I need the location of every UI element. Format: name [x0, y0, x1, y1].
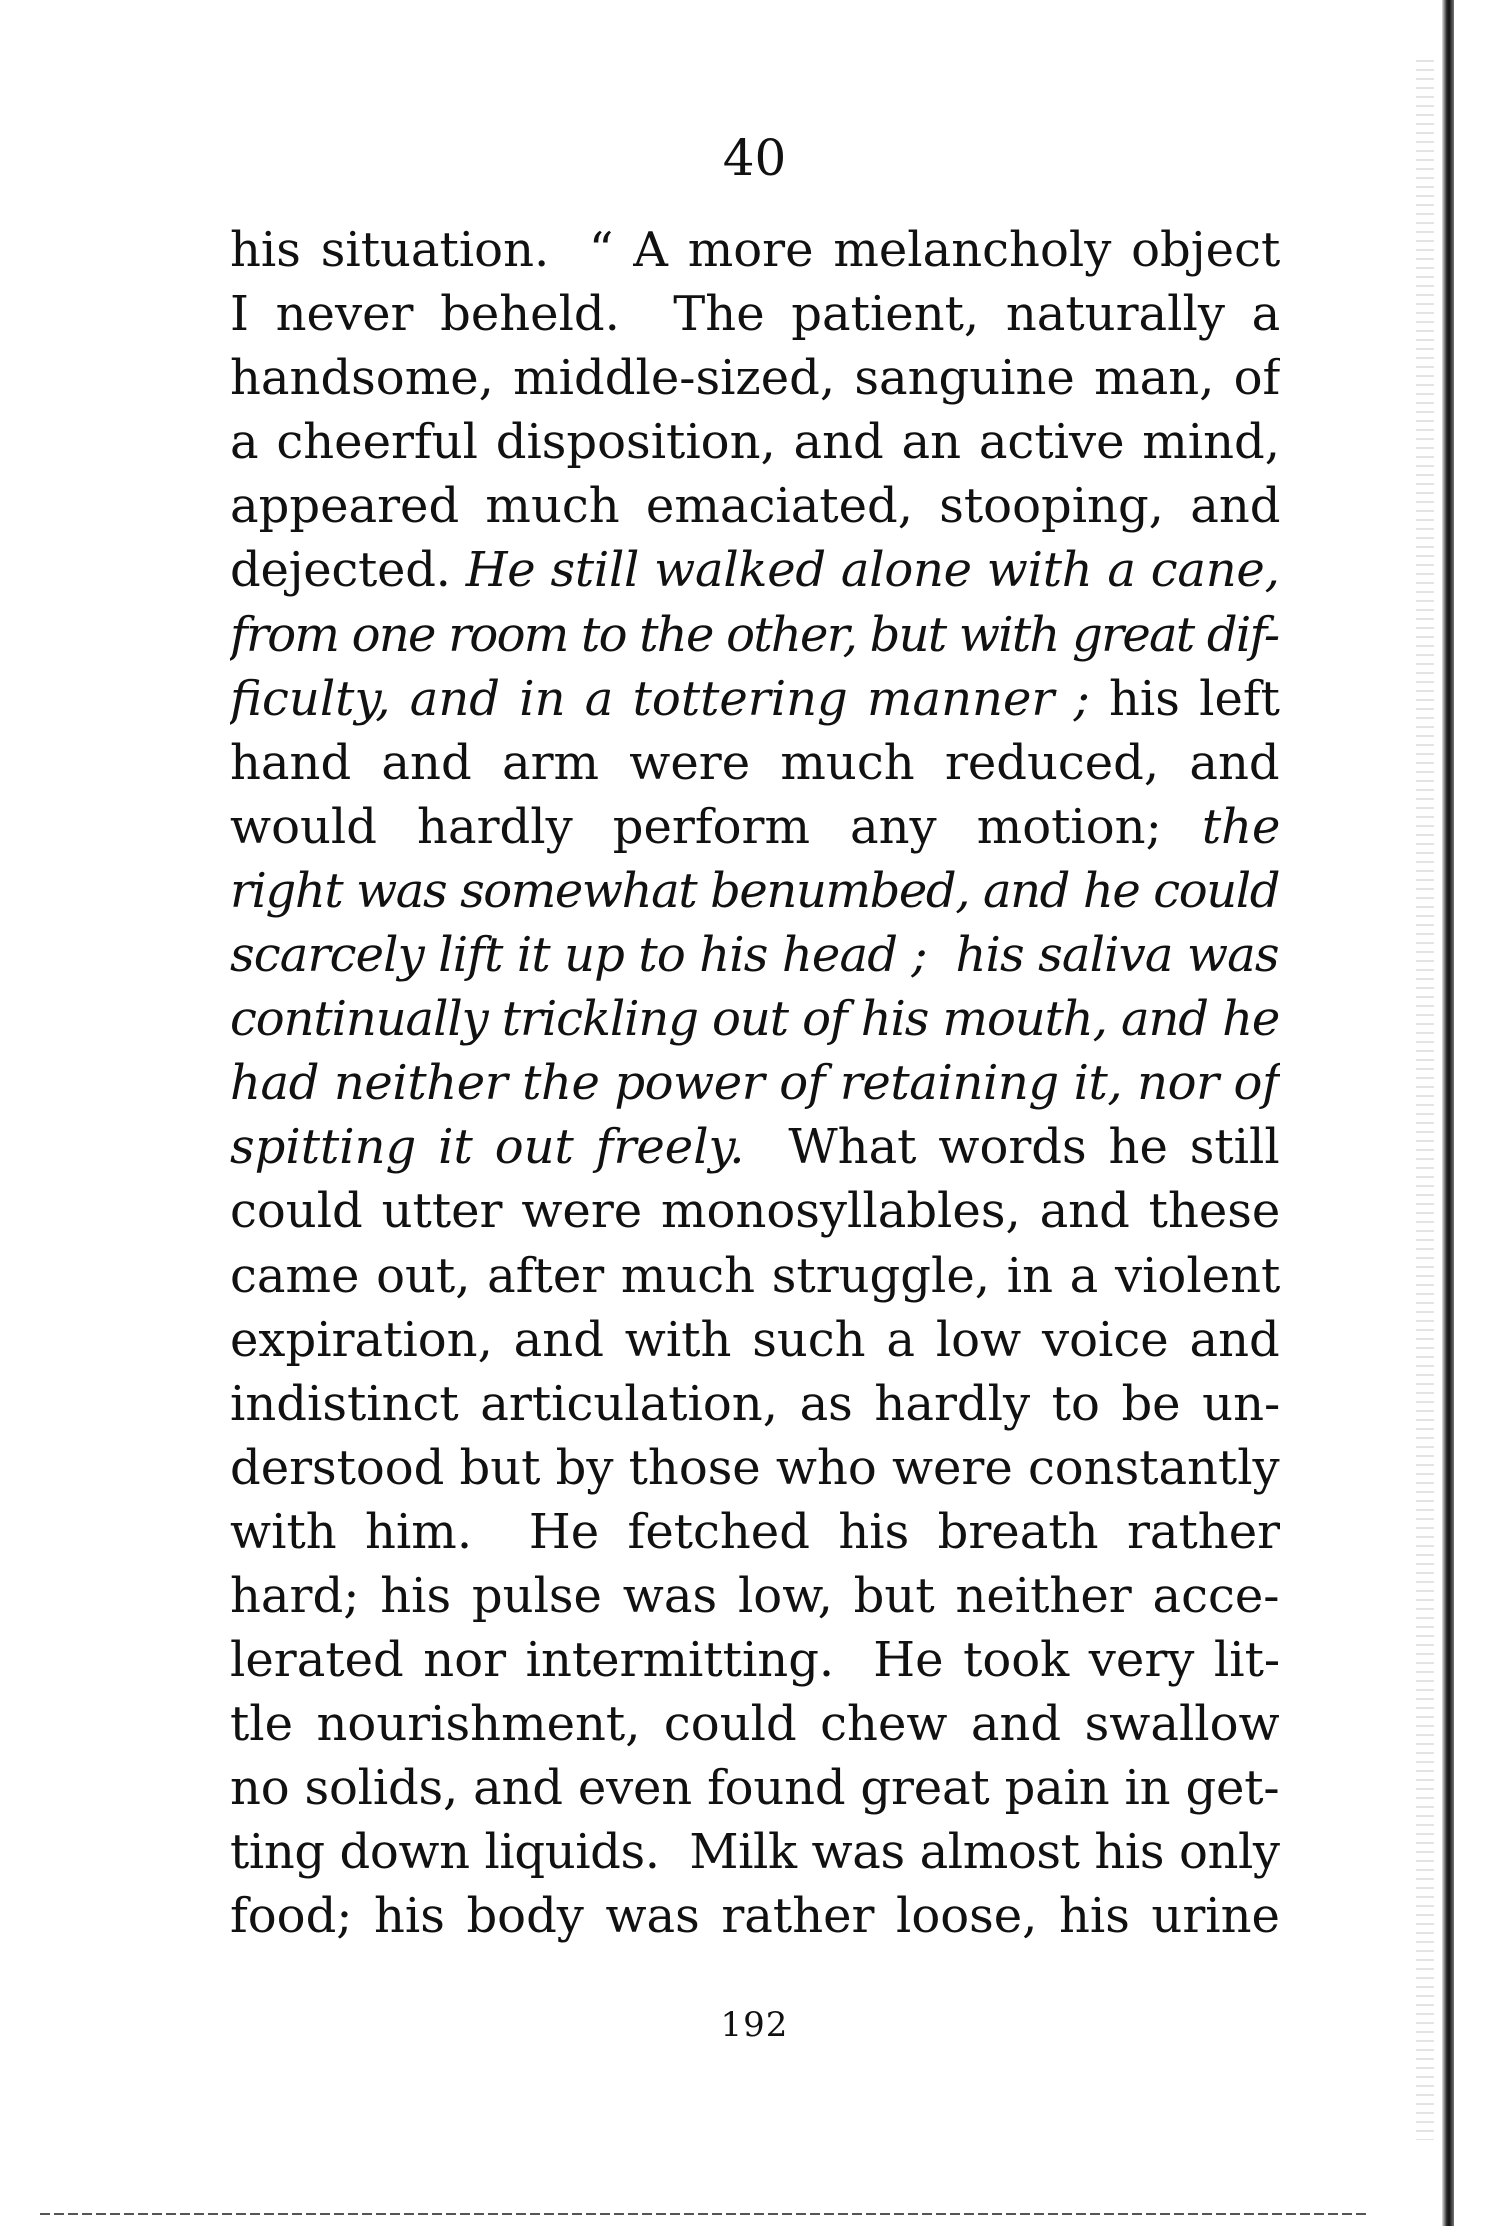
italic-text-span: He still walked alone with a cane,	[465, 542, 1280, 599]
text-line	[230, 1179, 1280, 1243]
text-span: came out, after much struggle, in a violent	[230, 1247, 1280, 1304]
text-line	[230, 1051, 1280, 1115]
text-line	[230, 987, 1280, 1051]
text-line	[230, 603, 1280, 667]
text-span: could utter were monosyllables, and these	[230, 1183, 1280, 1240]
italic-text-span: had neither the power of retaining it, nor of	[230, 1055, 1280, 1112]
text-span: tle nourishment, could chew and swallow	[230, 1696, 1280, 1753]
text-span: no solids, and even found great pain in get-	[230, 1760, 1280, 1817]
italic-text-span: right was somewhat benumbed, and he could	[230, 862, 1280, 919]
italic-text-span: spitting it out freely.	[230, 1119, 745, 1176]
signature-mark: 192	[720, 2005, 789, 2045]
text-span: food; his body was rather loose, his urine	[230, 1888, 1280, 1945]
body-text	[230, 218, 1280, 1949]
text-span: indistinct articulation, as hardly to be un-	[230, 1375, 1280, 1432]
text-line	[230, 731, 1280, 795]
text-span: expiration, and with such a low voice and	[230, 1311, 1280, 1368]
text-span: derstood but by those who were constantly	[230, 1439, 1280, 1496]
text-span: I never beheld. The patient, naturally a	[230, 286, 1280, 343]
text-span: would hardly perform any motion;	[230, 798, 1202, 855]
text-span: a cheerful disposition, and an active mind,	[230, 414, 1280, 471]
italic-text-span: ficulty, and in a tottering manner ;	[230, 670, 1090, 727]
text-line	[230, 1308, 1280, 1372]
text-line	[230, 1372, 1280, 1436]
italic-text-span: from one room to the other, but with great dif-	[230, 606, 1279, 663]
italic-text-span: scarcely lift it up to his head ; his saliva was	[230, 927, 1279, 984]
text-span: hand and arm were much reduced, and	[230, 734, 1280, 791]
text-span: dejected.	[230, 542, 466, 599]
text-span: his situation. “ A more melancholy object	[230, 222, 1280, 278]
binding-shadow	[1416, 60, 1434, 2140]
text-line	[230, 1628, 1280, 1692]
page-bottom-edge	[40, 2213, 1369, 2215]
text-span: ting down liquids. Milk was almost his only	[230, 1824, 1280, 1881]
text-span: What words he still	[744, 1119, 1280, 1176]
text-span: appeared much emaciated, stooping, and	[230, 478, 1280, 535]
text-line	[230, 1820, 1280, 1884]
text-span: hard; his pulse was low, but neither acce-	[230, 1567, 1280, 1624]
text-line	[230, 410, 1280, 474]
text-line	[230, 346, 1280, 410]
text-line	[230, 1564, 1280, 1628]
text-line	[230, 1884, 1280, 1948]
text-line	[230, 1436, 1280, 1500]
text-line	[230, 538, 1280, 602]
text-line	[230, 218, 1280, 282]
text-line	[230, 795, 1280, 859]
page-number: 40	[722, 129, 787, 187]
italic-text-span: continually trickling out of his mouth, and he	[230, 991, 1280, 1048]
text-line	[230, 923, 1280, 987]
text-line	[230, 1244, 1280, 1308]
text-line	[230, 1500, 1280, 1564]
text-span: with him. He fetched his breath rather	[230, 1503, 1280, 1560]
text-line	[230, 859, 1280, 923]
text-line	[230, 1692, 1280, 1756]
page-binding-edge	[1442, 0, 1454, 2226]
text-line	[230, 474, 1280, 538]
text-line	[230, 1756, 1280, 1820]
text-span: his left	[1089, 670, 1280, 727]
text-line	[230, 667, 1280, 731]
italic-text-span: the	[1201, 798, 1280, 855]
text-span: lerated nor intermitting. He took very lit-	[230, 1632, 1280, 1689]
text-line	[230, 282, 1280, 346]
text-line	[230, 1115, 1280, 1179]
text-span: handsome, middle-sized, sanguine man, of	[230, 350, 1280, 407]
